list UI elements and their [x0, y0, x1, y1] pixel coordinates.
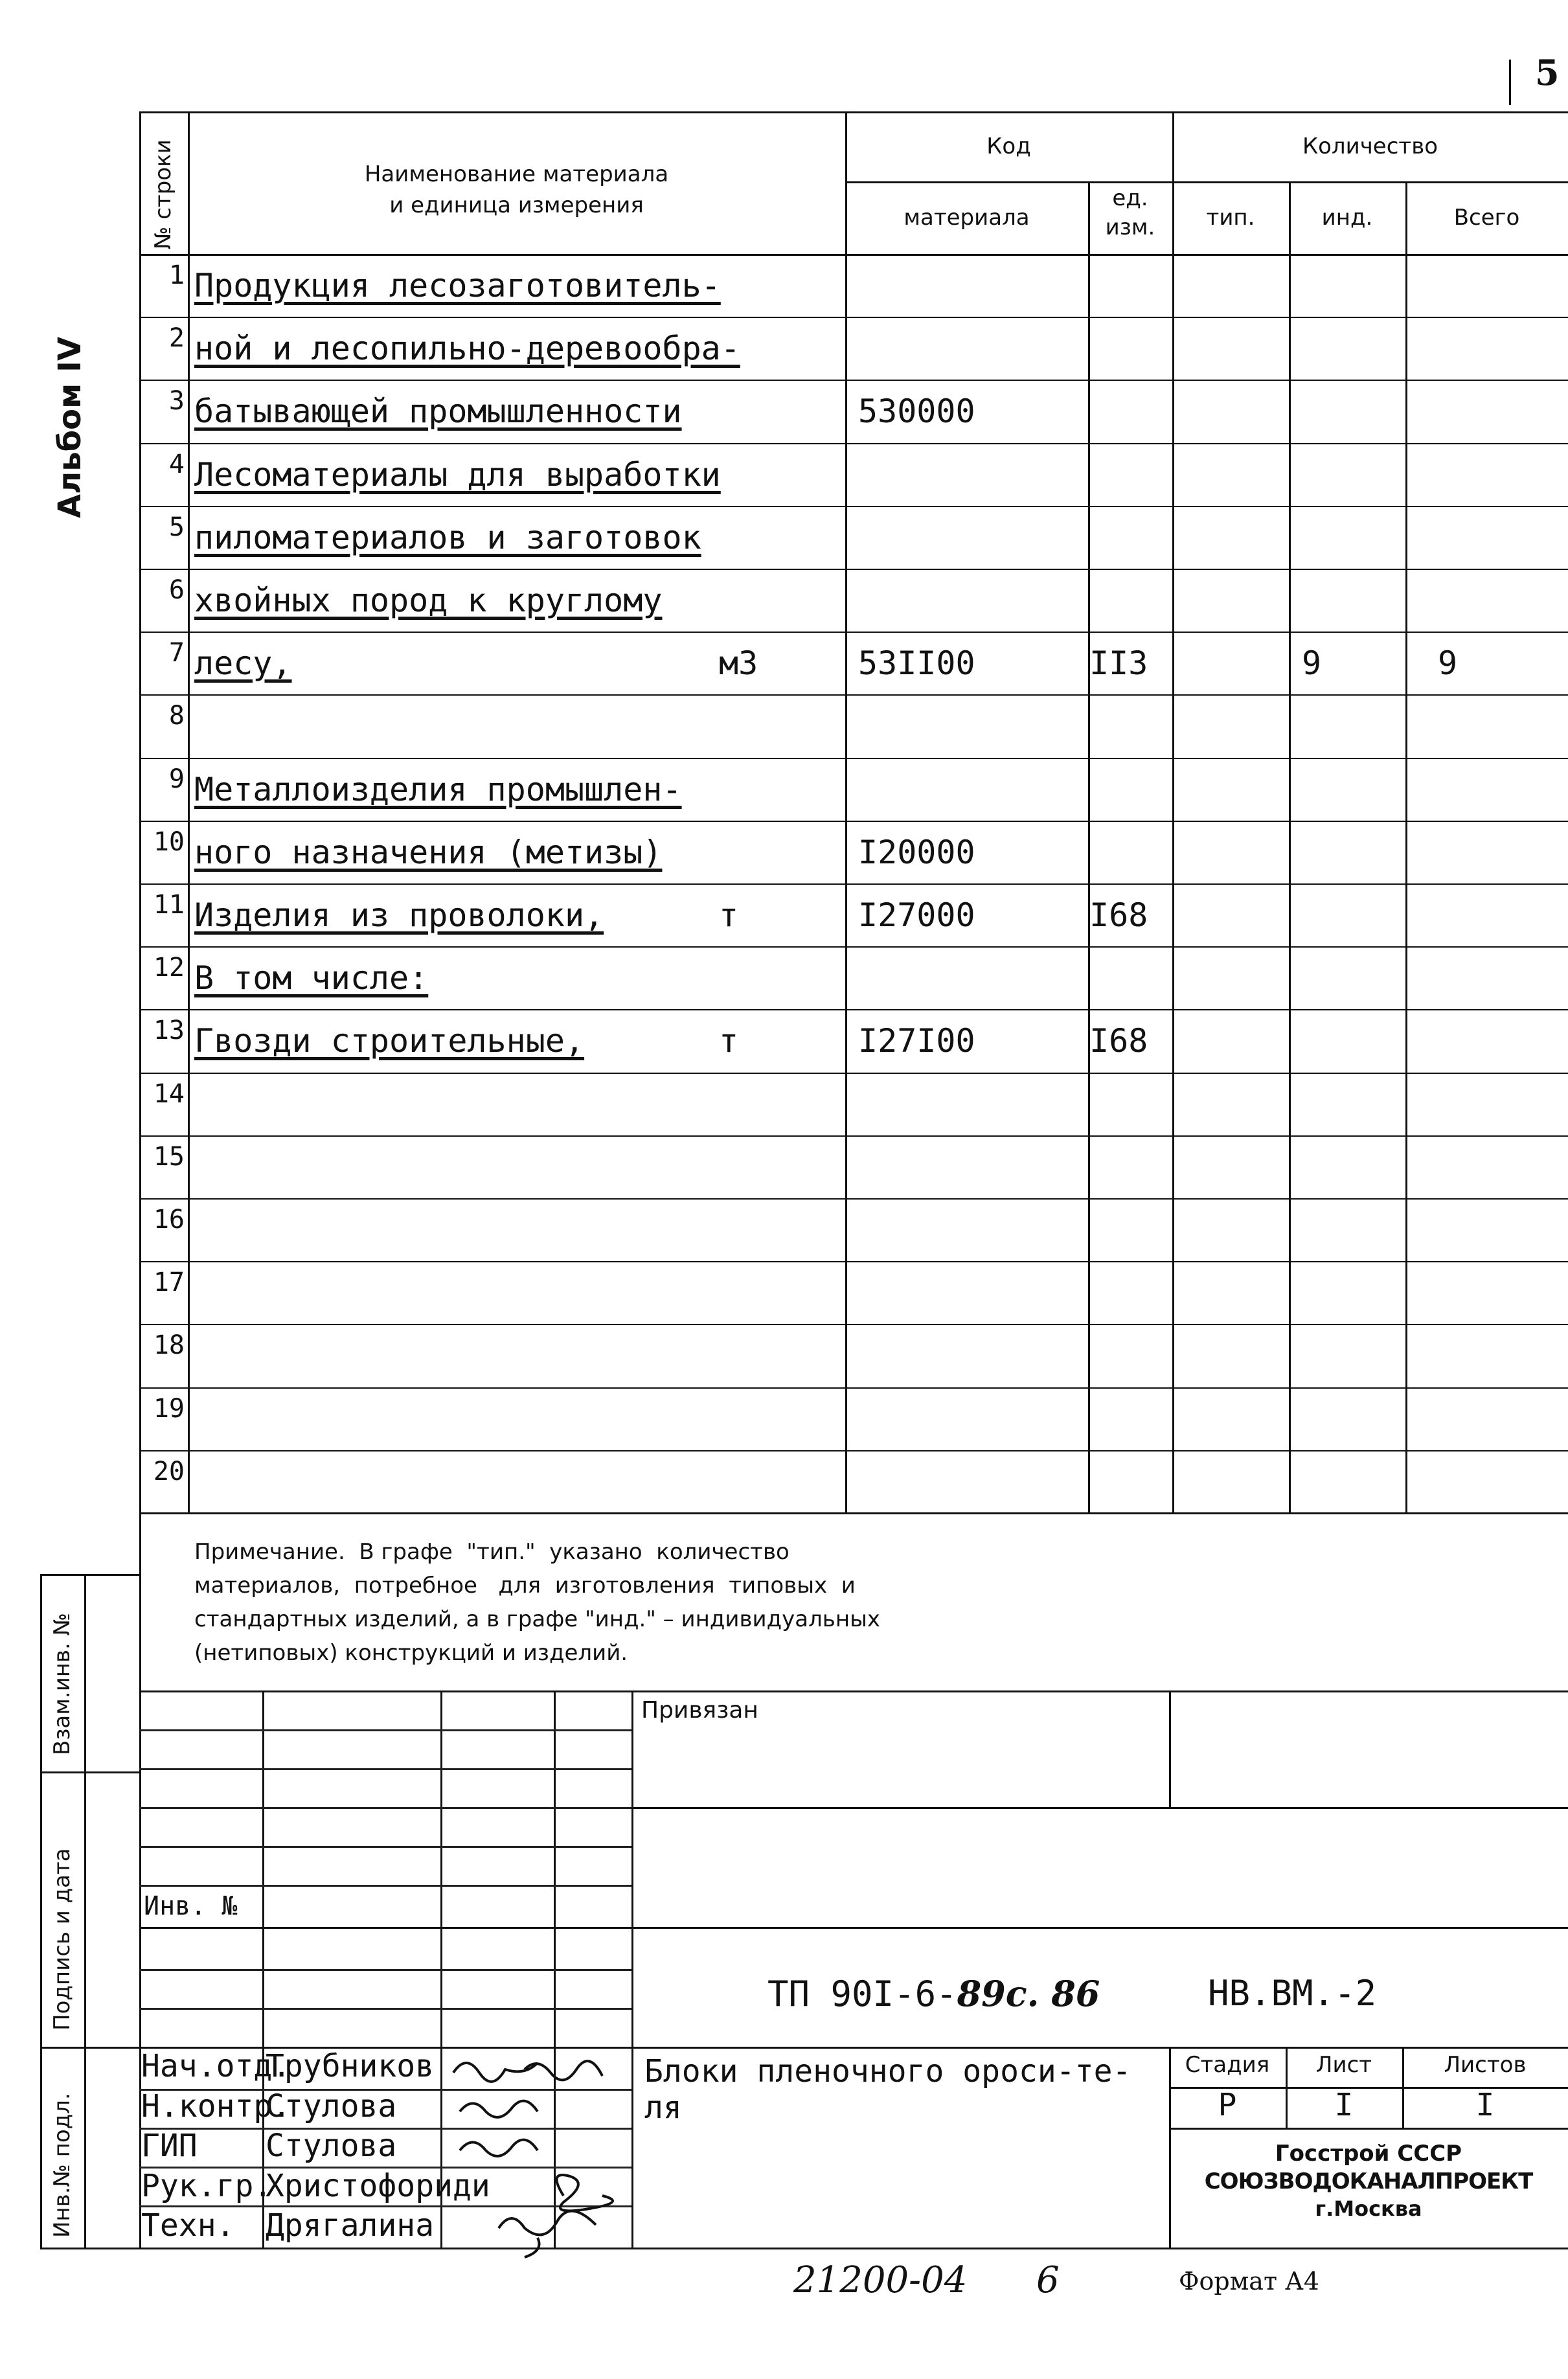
- material-name: Металлоизделия промышлен-: [194, 770, 682, 808]
- row-number: 12: [153, 953, 185, 983]
- row-separator: [139, 1324, 1568, 1325]
- side-vzam-inv: Взам.инв. №: [49, 1612, 75, 1755]
- material-name: Продукция лесозаготовитель-: [194, 267, 721, 304]
- row-number: 19: [153, 1393, 185, 1424]
- doc-code-printed: ТП 90I-6-: [767, 1974, 957, 2014]
- tb-privyazan-bottom: [631, 1807, 1568, 1809]
- header-qty-group: Количество: [1302, 133, 1438, 159]
- tb-grid-line: [139, 1768, 631, 1770]
- row-separator: [139, 694, 1568, 696]
- subheader-line: [845, 181, 1568, 183]
- material-unit: т: [719, 896, 739, 934]
- side-stamp-left-border: [40, 1574, 42, 2249]
- row-number: 13: [153, 1016, 185, 1046]
- title-line1: Блоки пленочного ороси-те-: [644, 2053, 1131, 2089]
- staff-name: Стулова: [266, 2128, 397, 2164]
- row-number: 5: [168, 512, 185, 542]
- album-label: Альбом IV: [52, 336, 88, 518]
- side-inv-podl: Инв.№ подл.: [49, 2093, 75, 2238]
- archive-number: 21200-04: [793, 2259, 968, 2301]
- row-separator: [139, 632, 1568, 633]
- org-line3: г.Москва: [1315, 2196, 1422, 2221]
- note-line2: материалов, потребное для изготовления типовых и: [194, 1573, 856, 1599]
- header-code-unit-line2: изм.: [1105, 214, 1155, 240]
- staff-name: Христофориди: [266, 2167, 490, 2204]
- staff-name: Стулова: [266, 2088, 397, 2124]
- unit-code: I68: [1089, 1022, 1148, 1060]
- row-number: 8: [168, 701, 185, 731]
- doc-code: [767, 1975, 1100, 2012]
- material-name: В том числе:: [194, 959, 429, 997]
- tb-privyazan-divider: [1169, 1690, 1171, 1807]
- row-separator: [139, 1261, 1568, 1262]
- material-name: Гвозди строительные,: [194, 1022, 585, 1060]
- signatures: [447, 2047, 635, 2248]
- row-separator: [139, 1198, 1568, 1200]
- sheets-value: I: [1475, 2087, 1495, 2123]
- row-number: 1: [168, 260, 185, 290]
- row-separator: [139, 1073, 1568, 1074]
- staff-role: Нач.отд.: [141, 2048, 291, 2084]
- material-code: 530000: [858, 393, 975, 431]
- material-code: 53II00: [858, 644, 975, 683]
- header-code-unit-line1: ед.: [1112, 185, 1148, 211]
- header-row-no: № строки: [150, 139, 176, 249]
- qty-total: 9: [1438, 644, 1458, 683]
- row-number: 15: [153, 1141, 185, 1172]
- row-separator: [139, 758, 1568, 759]
- staff-name: Трубников: [266, 2048, 435, 2084]
- material-name: хвойных пород к круглому: [194, 582, 663, 619]
- material-code: I20000: [858, 833, 975, 871]
- header-name-line1: Наименование материала: [364, 161, 669, 187]
- row-separator: [139, 1450, 1568, 1451]
- side-stamp-top: [40, 1574, 141, 1576]
- row-number: 2: [168, 323, 185, 354]
- tb-grid-line: [139, 1846, 631, 1848]
- material-code: I27000: [858, 896, 975, 934]
- staff-name: Дрягалина: [266, 2207, 435, 2244]
- side-stamp-mid-border: [84, 1574, 86, 2249]
- unit-code: I68: [1089, 896, 1148, 934]
- material-name: Лесоматериалы для выработки: [194, 455, 721, 494]
- header-code-group: Код: [986, 133, 1031, 159]
- unit-code: II3: [1089, 644, 1148, 683]
- row-number: 11: [153, 890, 185, 920]
- header-code-material: материала: [903, 205, 1030, 231]
- table-top-border: [139, 111, 1568, 113]
- format-label: Формат А4: [1179, 2267, 1320, 2295]
- row-number: 10: [153, 826, 185, 857]
- note-line4: (нетиповых) конструкций и изделий.: [194, 1640, 628, 1666]
- qty-col-border: [1172, 111, 1174, 1512]
- title-line2: ля: [644, 2089, 682, 2126]
- row-number: 9: [168, 764, 185, 794]
- inv-no-label: Инв. №: [144, 1891, 238, 1921]
- tb-grid-line: [139, 1807, 631, 1809]
- staff-role: ГИП: [141, 2128, 198, 2164]
- side-stamp-div2: [40, 2047, 141, 2049]
- tb-grid-line: [139, 1729, 631, 1731]
- tb-grid-line: [139, 1969, 631, 1971]
- code-col-border: [845, 111, 847, 1512]
- row-number: 16: [153, 1205, 185, 1235]
- row-separator: [139, 1387, 1568, 1389]
- row-separator: [139, 1009, 1568, 1010]
- tb-grid-line: [139, 2008, 631, 2010]
- page-bottom-border: [40, 2248, 1568, 2249]
- row-number: 6: [168, 575, 185, 605]
- row-separator: [139, 1135, 1568, 1137]
- row-number: 18: [153, 1330, 185, 1361]
- header-name-line2: и единица измерения: [389, 192, 644, 218]
- material-unit: м3: [719, 644, 758, 683]
- row-separator: [139, 380, 1568, 381]
- note-line3: стандартных изделий, а в графе "инд." – индивидуальных: [194, 1606, 881, 1632]
- side-stamp-div1: [40, 1771, 141, 1773]
- material-name: пиломатериалов и заготовок: [194, 518, 701, 556]
- page-number: 5: [1535, 52, 1560, 93]
- side-podpis-data: Подпись и дата: [49, 1848, 75, 2031]
- material-name: Изделия из проволоки,: [194, 896, 604, 934]
- header-qty-total: Всего: [1453, 205, 1520, 231]
- org-line1: Госстрой СССР: [1275, 2141, 1462, 2167]
- material-name: ного назначения (метизы): [194, 833, 663, 871]
- material-code: I27I00: [858, 1022, 975, 1060]
- row-separator: [139, 883, 1568, 885]
- staff-role: Техн.: [141, 2207, 235, 2244]
- row-separator: [139, 443, 1568, 444]
- copy-number: 6: [1036, 2259, 1060, 2301]
- row-separator: [139, 946, 1568, 948]
- sheet-value: I: [1334, 2087, 1354, 2123]
- tb-grid-line: [139, 1885, 631, 1887]
- org-line2: СОЮЗВОДОКАНАЛПРОЕКТ: [1204, 2168, 1533, 2194]
- tb-stage-bottom: [1169, 2128, 1568, 2130]
- header-qty-ind: инд.: [1321, 205, 1373, 231]
- note-line1: Примечание. В графе "тип." указано количество: [194, 1539, 790, 1565]
- qty-ind: 9: [1302, 644, 1322, 683]
- row-number: 14: [153, 1078, 185, 1109]
- material-name: ной и лесопильно-деревообра-: [194, 330, 740, 368]
- header-qty-typ: тип.: [1206, 205, 1255, 231]
- doc-code-handwritten: 89с. 86: [957, 1973, 1100, 2014]
- row-number: 4: [168, 449, 185, 479]
- stage-label: Стадия: [1185, 2052, 1270, 2078]
- sheets-label: Листов: [1444, 2052, 1527, 2078]
- row-separator: [139, 569, 1568, 570]
- tb-code-top: [139, 1927, 1568, 1929]
- sheet-label: Лист: [1315, 2052, 1372, 2078]
- material-name: лесу,: [194, 644, 292, 683]
- row-number: 17: [153, 1268, 185, 1298]
- row-number: 7: [168, 638, 185, 668]
- material-unit: т: [719, 1022, 739, 1060]
- row-separator: [139, 821, 1568, 822]
- staff-role: Рук.гр.: [141, 2167, 273, 2204]
- material-name: батывающей промышленности: [194, 393, 682, 431]
- row-number: 3: [168, 386, 185, 416]
- table-bottom-border: [139, 1512, 1568, 1514]
- sheet-code: НВ.ВМ.-2: [1208, 1973, 1377, 2014]
- row-separator: [139, 506, 1568, 507]
- page-number-mark: [1509, 60, 1511, 105]
- row-separator: [139, 317, 1568, 318]
- privyazan-label: Привязан: [641, 1697, 758, 1724]
- row-number: 20: [153, 1456, 185, 1486]
- stage-value: Р: [1218, 2087, 1237, 2123]
- rownum-col-border: [188, 111, 190, 1512]
- header-bottom-border: [139, 254, 1568, 256]
- staff-role: Н.контр.: [141, 2088, 291, 2124]
- title-block-top: [139, 1690, 1568, 1692]
